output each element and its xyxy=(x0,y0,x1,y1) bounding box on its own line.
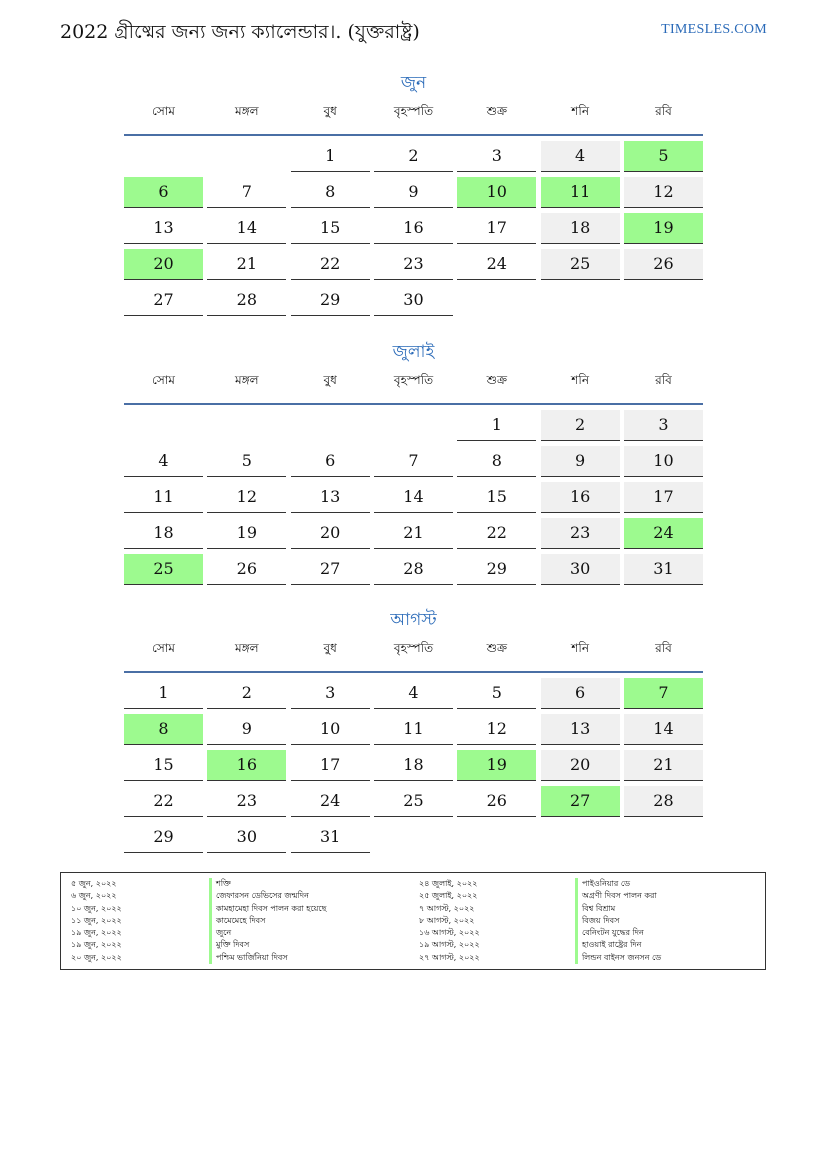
empty-cell xyxy=(124,141,203,171)
month-june xyxy=(124,68,703,316)
day-cell[interactable]: 3 xyxy=(457,141,536,172)
day-cell[interactable]: 26 xyxy=(457,786,536,817)
weekday-label: বুধ xyxy=(323,641,337,655)
day-cell[interactable]: 10 xyxy=(291,714,370,745)
week-row xyxy=(124,249,703,280)
empty-cell xyxy=(541,822,620,852)
day-cell[interactable]: 10 xyxy=(457,177,536,208)
day-cell[interactable]: 20 xyxy=(124,249,203,280)
day-cell[interactable]: 27 xyxy=(291,554,370,585)
holiday-name: বেনিংটন যুদ্ধের দিন xyxy=(575,927,661,939)
day-cell[interactable]: 31 xyxy=(624,554,703,585)
day-cell[interactable]: 13 xyxy=(541,714,620,745)
weekday-label: রবি xyxy=(655,641,672,655)
holiday-name: জুনে xyxy=(209,927,326,939)
day-cell[interactable]: 8 xyxy=(124,714,203,745)
week-row xyxy=(124,714,703,745)
empty-cell xyxy=(207,141,286,171)
day-cell[interactable]: 26 xyxy=(624,249,703,280)
holiday-name: মুক্তি দিবস xyxy=(209,939,326,951)
empty-cell xyxy=(124,410,203,440)
month-title: জুলাই xyxy=(392,342,435,362)
holiday-date: ২৪ জুলাই, ২০২২ xyxy=(419,879,478,888)
day-cell[interactable]: 21 xyxy=(624,750,703,781)
day-cell[interactable]: 18 xyxy=(541,213,620,244)
day-cell[interactable]: 5 xyxy=(457,678,536,709)
day-cell[interactable]: 5 xyxy=(207,446,286,477)
weekday-label: বুধ xyxy=(323,104,337,118)
day-cell[interactable]: 17 xyxy=(291,750,370,781)
day-cell[interactable]: 6 xyxy=(541,678,620,709)
day-cell[interactable]: 15 xyxy=(124,750,203,781)
week-row xyxy=(124,213,703,244)
week-row xyxy=(124,141,703,172)
day-cell[interactable]: 9 xyxy=(207,714,286,745)
day-cell[interactable]: 7 xyxy=(207,177,286,208)
weekday-label: মঙ্গল xyxy=(235,104,259,118)
day-cell[interactable]: 8 xyxy=(457,446,536,477)
weekday-label: শুক্র xyxy=(486,104,507,118)
day-cell[interactable]: 21 xyxy=(207,249,286,280)
holiday-date: ১০ জুন, ২০২২ xyxy=(71,903,122,913)
holiday-name: কামহামেহা দিবস পালন করা হয়েছে xyxy=(209,903,326,915)
day-cell[interactable]: 25 xyxy=(374,786,453,817)
day-cell[interactable]: 23 xyxy=(207,786,286,817)
day-cell[interactable]: 3 xyxy=(291,678,370,709)
empty-cell xyxy=(374,822,453,852)
holiday-date: ৬ জুন, ২০২২ xyxy=(71,891,117,901)
day-cell[interactable]: 14 xyxy=(624,714,703,745)
day-cell[interactable]: 22 xyxy=(124,786,203,817)
week-row xyxy=(124,285,703,316)
holiday-names-right xyxy=(575,878,661,964)
holiday-date: ২০ জুন, ২০২২ xyxy=(71,952,122,962)
weekday-label: বৃহস্পতি xyxy=(393,641,434,655)
day-cell[interactable]: 28 xyxy=(207,285,286,316)
day-cell[interactable]: 23 xyxy=(541,518,620,549)
weekday-label: মঙ্গল xyxy=(235,373,259,387)
day-cell[interactable]: 18 xyxy=(124,518,203,549)
weekday-label: সোম xyxy=(152,641,175,655)
weekday-label: শুক্র xyxy=(486,373,507,387)
day-cell[interactable]: 14 xyxy=(207,213,286,244)
day-cell[interactable]: 9 xyxy=(374,177,453,208)
weekday-label: বৃহস্পতি xyxy=(393,104,434,118)
empty-cell xyxy=(624,822,703,852)
day-cell[interactable]: 19 xyxy=(624,213,703,244)
day-cell[interactable]: 2 xyxy=(541,410,620,441)
day-cell[interactable]: 9 xyxy=(541,446,620,477)
empty-cell xyxy=(291,410,370,440)
day-cell[interactable]: 11 xyxy=(541,177,620,208)
day-cell[interactable]: 31 xyxy=(291,822,370,853)
day-cell[interactable]: 11 xyxy=(124,482,203,513)
holiday-date: ১৬ আগস্ট, ২০২২ xyxy=(419,928,480,938)
day-cell[interactable]: 6 xyxy=(291,446,370,477)
month-title: জুন xyxy=(400,73,427,93)
holiday-date: ১৯ জুন, ২০২২ xyxy=(71,928,122,938)
day-cell[interactable]: 30 xyxy=(374,285,453,316)
day-cell[interactable]: 17 xyxy=(457,213,536,244)
day-cell[interactable]: 30 xyxy=(207,822,286,853)
empty-cell xyxy=(541,285,620,315)
day-cell[interactable]: 2 xyxy=(207,678,286,709)
day-cell[interactable]: 4 xyxy=(374,678,453,709)
holiday-date: ১৯ আগস্ট, ২০২২ xyxy=(419,940,480,950)
empty-cell xyxy=(374,410,453,440)
weekday-label: শনি xyxy=(571,641,589,655)
weekday-label: সোম xyxy=(152,104,175,118)
day-cell[interactable]: 17 xyxy=(624,482,703,513)
holiday-names-left xyxy=(209,878,326,964)
holiday-name: বিশ্ব বিশ্রাম xyxy=(575,903,661,915)
header-divider xyxy=(124,134,703,136)
weekday-label: শনি xyxy=(571,104,589,118)
header-divider xyxy=(124,403,703,405)
weekday-label: সোম xyxy=(152,373,175,387)
holiday-name: অগ্রণী দিবস পালন করা xyxy=(575,890,661,902)
site-link[interactable]: TIMESLES.COM xyxy=(661,22,767,37)
weekday-label: বৃহস্পতি xyxy=(393,373,434,387)
holiday-name: পাইওনিয়ার ডে xyxy=(575,878,661,890)
month-july xyxy=(124,337,703,585)
holiday-date: ৫ জুন, ২০২২ xyxy=(71,879,117,888)
weekday-label: মঙ্গল xyxy=(235,641,259,655)
empty-cell xyxy=(207,410,286,440)
day-cell[interactable]: 30 xyxy=(541,554,620,585)
weekday-header xyxy=(124,367,703,397)
week-row xyxy=(124,750,703,781)
week-row xyxy=(124,786,703,817)
weekday-header xyxy=(124,98,703,128)
day-cell[interactable]: 19 xyxy=(207,518,286,549)
weekday-label: বুধ xyxy=(323,373,337,387)
holiday-date: ২৭ আগস্ট, ২০২২ xyxy=(419,952,480,962)
holiday-dates-right xyxy=(419,878,480,964)
day-cell[interactable]: 29 xyxy=(457,554,536,585)
holiday-name: হাওয়াই রাষ্ট্রের দিন xyxy=(575,939,661,951)
day-cell[interactable]: 29 xyxy=(291,285,370,316)
holiday-name: লিন্ডন বাইনস জনসন ডে xyxy=(575,952,661,964)
week-row xyxy=(124,554,703,585)
week-row xyxy=(124,410,703,441)
day-cell[interactable]: 24 xyxy=(624,518,703,549)
day-cell[interactable]: 13 xyxy=(124,213,203,244)
day-cell[interactable]: 14 xyxy=(374,482,453,513)
day-cell[interactable]: 20 xyxy=(291,518,370,549)
day-cell[interactable]: 20 xyxy=(541,750,620,781)
day-cell[interactable]: 22 xyxy=(457,518,536,549)
week-row xyxy=(124,678,703,709)
day-cell[interactable]: 7 xyxy=(374,446,453,477)
day-cell[interactable]: 12 xyxy=(624,177,703,208)
day-cell[interactable]: 15 xyxy=(457,482,536,513)
holiday-date: ১১ জুন, ২০২২ xyxy=(71,915,122,925)
week-row xyxy=(124,482,703,513)
empty-cell xyxy=(457,285,536,315)
holiday-name: জেফারসন ডেভিসের জন্মদিন xyxy=(209,890,326,902)
day-cell[interactable]: 2 xyxy=(374,141,453,172)
weekday-label: রবি xyxy=(655,373,672,387)
day-cell[interactable]: 16 xyxy=(541,482,620,513)
holiday-date: ২৫ জুলাই, ২০২২ xyxy=(419,891,478,901)
day-cell[interactable]: 4 xyxy=(124,446,203,477)
week-row xyxy=(124,518,703,549)
day-cell[interactable]: 16 xyxy=(207,750,286,781)
day-cell[interactable]: 25 xyxy=(541,249,620,280)
day-cell[interactable]: 12 xyxy=(207,482,286,513)
week-row xyxy=(124,177,703,208)
holiday-name: বিজয় দিবস xyxy=(575,915,661,927)
weekday-header xyxy=(124,635,703,665)
day-cell[interactable]: 21 xyxy=(374,518,453,549)
week-row xyxy=(124,446,703,477)
day-cell[interactable]: 1 xyxy=(291,141,370,172)
holiday-dates-left xyxy=(71,878,122,964)
header-divider xyxy=(124,671,703,673)
day-cell[interactable]: 5 xyxy=(624,141,703,172)
day-cell[interactable]: 13 xyxy=(291,482,370,513)
holiday-name: পশ্চিম ভার্জিনিয়া দিবস xyxy=(209,952,326,964)
day-cell[interactable]: 29 xyxy=(124,822,203,853)
empty-cell xyxy=(624,285,703,315)
day-cell[interactable]: 16 xyxy=(374,213,453,244)
weekday-label: শনি xyxy=(571,373,589,387)
holiday-date: ৮ আগস্ট, ২০২২ xyxy=(419,915,475,925)
day-cell[interactable]: 1 xyxy=(457,410,536,441)
day-cell[interactable]: 27 xyxy=(124,285,203,316)
day-cell[interactable]: 6 xyxy=(124,177,203,208)
day-cell[interactable]: 1 xyxy=(124,678,203,709)
holiday-list xyxy=(60,872,766,970)
day-cell[interactable]: 4 xyxy=(541,141,620,172)
day-cell[interactable]: 26 xyxy=(207,554,286,585)
day-cell[interactable]: 19 xyxy=(457,750,536,781)
day-cell[interactable]: 28 xyxy=(374,554,453,585)
holiday-date: ১৯ জুন, ২০২২ xyxy=(71,940,122,950)
day-cell[interactable]: 27 xyxy=(541,786,620,817)
day-cell[interactable]: 10 xyxy=(624,446,703,477)
weekday-label: রবি xyxy=(655,104,672,118)
day-cell[interactable]: 7 xyxy=(624,678,703,709)
holiday-name: কামেমেহে দিবস xyxy=(209,915,326,927)
day-cell[interactable]: 23 xyxy=(374,249,453,280)
page-title: 2022 গ্রীষ্মের জন্য জন্য ক্যালেন্ডার।. (যুক্তরাষ্ট্র) xyxy=(60,21,420,43)
week-row xyxy=(124,822,703,853)
month-august xyxy=(124,605,703,853)
weekday-label: শুক্র xyxy=(486,641,507,655)
day-cell[interactable]: 3 xyxy=(624,410,703,441)
day-cell[interactable]: 25 xyxy=(124,554,203,585)
empty-cell xyxy=(457,822,536,852)
day-cell[interactable]: 24 xyxy=(457,249,536,280)
holiday-name: শক্তি xyxy=(209,878,326,890)
day-cell[interactable]: 8 xyxy=(291,177,370,208)
day-cell[interactable]: 18 xyxy=(374,750,453,781)
holiday-date: ৭ আগস্ট, ২০২২ xyxy=(419,903,475,913)
day-cell[interactable]: 28 xyxy=(624,786,703,817)
day-cell[interactable]: 22 xyxy=(291,249,370,280)
month-title: আগস্ট xyxy=(390,610,437,630)
day-cell[interactable]: 24 xyxy=(291,786,370,817)
day-cell[interactable]: 15 xyxy=(291,213,370,244)
day-cell[interactable]: 12 xyxy=(457,714,536,745)
day-cell[interactable]: 11 xyxy=(374,714,453,745)
